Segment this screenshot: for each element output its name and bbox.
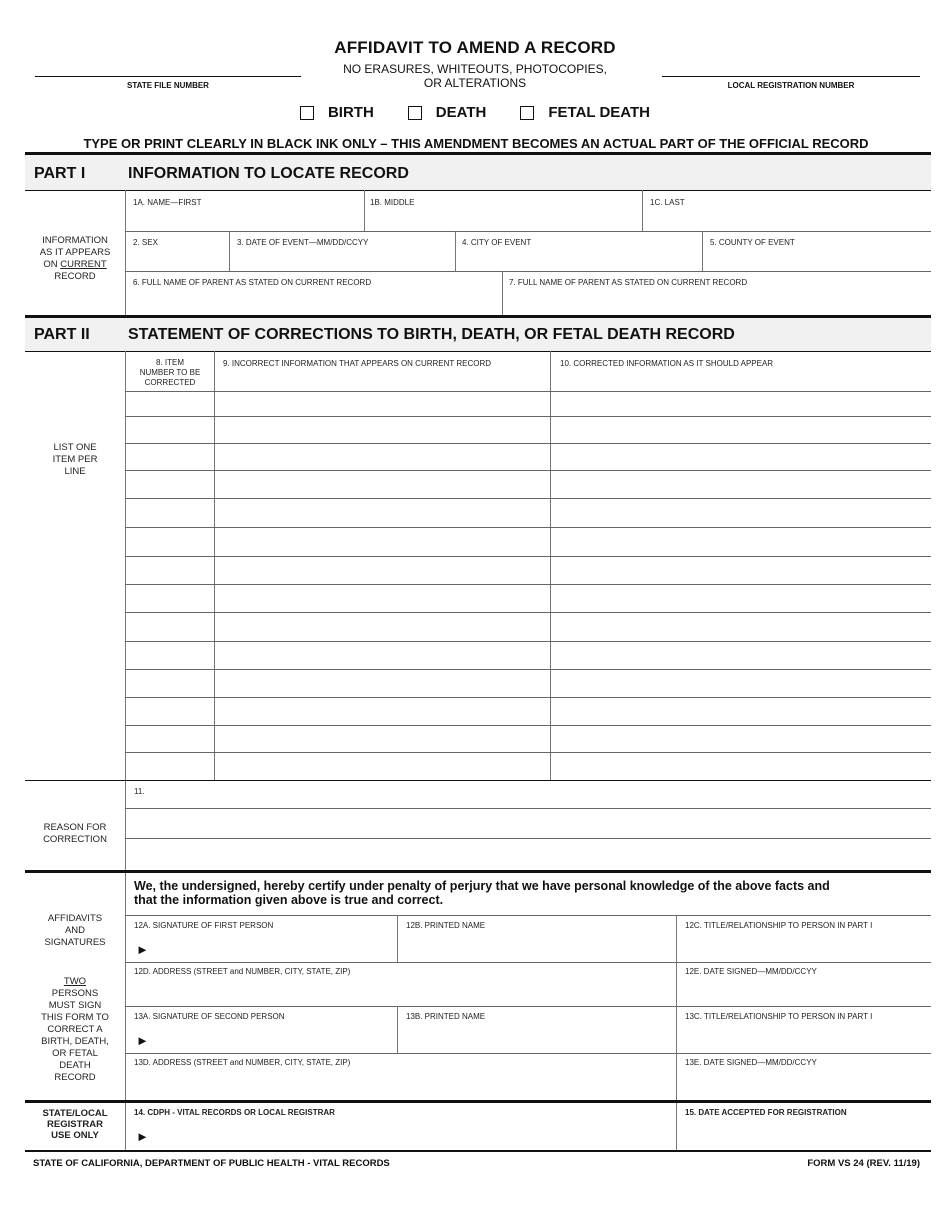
date-of-event-input[interactable] [233,250,451,270]
side-text [25,259,125,271]
city-of-event-input[interactable] [459,250,698,270]
field-13b-label: 13B. PRINTED NAME [406,1012,486,1021]
row-line [125,1053,931,1054]
divider [125,351,126,870]
row-line [125,391,931,392]
side-text-underlined: CURRENT [60,259,107,270]
address-1-input[interactable] [130,980,672,1004]
side-text: PERSONS [51,988,99,999]
side-text: BIRTH, DEATH, [41,1036,109,1047]
printed-name-1-input[interactable] [401,933,671,960]
row-line [125,1006,931,1007]
last-name-input[interactable] [646,210,928,230]
field-11-label: 11. [134,787,145,796]
divider [676,915,677,962]
certification-text: We, the undersigned, hereby certify under penalty of perjury that we have personal knowledge of the above facts and [134,879,830,893]
divider [642,190,643,231]
signature-2-input[interactable] [152,1026,392,1051]
sex-input[interactable] [130,250,225,270]
middle-name-input[interactable] [368,210,638,230]
certification-text: that the information given above is true and correct. [134,893,444,907]
local-registration-number-line[interactable] [662,76,920,77]
field-7-label: 7. FULL NAME OF PARENT AS STATED ON CURRENT RECORD [509,278,748,287]
form-title: AFFIDAVIT TO AMEND A RECORD [334,38,616,57]
side-text-underlined: TWO [63,976,87,987]
field-12a-label: 12A. SIGNATURE OF FIRST PERSON [134,921,274,930]
birth-checkbox[interactable] [300,106,314,120]
side-text: STATE/LOCAL [42,1108,108,1119]
state-file-number-label: STATE FILE NUMBER [127,81,209,90]
parent-2-name-input[interactable] [506,290,928,312]
local-registration-number-label: LOCAL REGISTRATION NUMBER [727,81,855,90]
divider [125,271,931,272]
title-relationship-2-input[interactable] [680,1024,928,1051]
part2-label: PART II [34,326,90,343]
divider [125,873,126,1100]
signature-1-input[interactable] [152,935,392,960]
corrections-table-inputs[interactable] [127,393,929,778]
part2-side-label [25,442,125,478]
col-9-header: 9. INCORRECT INFORMATION THAT APPEARS ON CURRENT RECORD [223,359,492,368]
side-text: AFFIDAVITS [47,913,103,924]
title-relationship-1-input[interactable] [680,933,928,960]
field-1c-label: 1C. LAST [650,198,685,207]
field-12e-label: 12E. DATE SIGNED—MM/DD/CCYY [685,967,817,976]
divider [25,870,931,873]
divider [25,190,931,191]
divider [25,1100,931,1103]
side-text: CORRECT A [47,1024,103,1035]
field-1a-label: 1A. NAME—FIRST [133,198,202,207]
signature-arrow-icon: ► [136,1033,149,1048]
part1-side-label [25,235,125,283]
field-5-label: 5. COUNTY OF EVENT [710,238,795,247]
col-8-header-text: CORRECTED [144,378,196,387]
field-2-label: 2. SEX [133,238,158,247]
field-14-label: 14. CDPH - VITAL RECORDS OR LOCAL REGISTRAR [134,1108,335,1117]
parent-1-name-input[interactable] [130,290,498,312]
death-label: DEATH [435,104,487,121]
part1-label: PART I [34,165,86,182]
divider [25,351,931,352]
subtitle-line-2: OR ALTERATIONS [423,76,527,90]
divider [676,1103,677,1150]
divider [125,190,126,315]
address-2-input[interactable] [130,1071,672,1098]
divider [125,1103,126,1150]
signature-arrow-icon: ► [136,942,149,957]
divider [676,1006,677,1053]
divider [229,231,230,271]
field-1b-label: 1B. MIDDLE [370,198,415,207]
col-8-header-text: NUMBER TO BE [139,368,201,377]
instruction-text: TYPE OR PRINT CLEARLY IN BLACK INK ONLY – THIS AMENDMENT BECOMES AN ACTUAL PART OF THE OFFICIAL RECORD [83,136,869,151]
side-text: USE ONLY [51,1130,99,1141]
subtitle-line-1: NO ERASURES, WHITEOUTS, PHOTOCOPIES, [343,62,607,76]
birth-label: BIRTH [327,104,374,121]
fetal-death-option[interactable] [520,104,650,121]
row-line [125,962,931,963]
death-checkbox[interactable] [408,106,422,120]
fetal-death-label: FETAL DEATH [548,104,651,121]
date-signed-2-input[interactable] [680,1071,928,1098]
affidavit-side-label [25,913,125,949]
birth-option[interactable] [300,104,374,121]
divider [455,231,456,271]
side-text: SIGNATURES [44,937,106,948]
side-text: LINE [64,466,86,477]
date-signed-1-input[interactable] [680,980,928,1004]
divider [702,231,703,271]
row-line [125,915,931,916]
field-15-label: 15. DATE ACCEPTED FOR REGISTRATION [685,1108,847,1117]
printed-name-2-input[interactable] [401,1024,671,1051]
side-text: LIST ONE [53,442,97,453]
side-text: ITEM PER [52,454,98,465]
field-13a-label: 13A. SIGNATURE OF SECOND PERSON [134,1012,285,1021]
two-persons-note [25,976,125,1084]
field-3-label: 3. DATE OF EVENT—MM/DD/CCYY [237,238,369,247]
part2-title: STATEMENT OF CORRECTIONS TO BIRTH, DEATH, OR FETAL DEATH RECORD [128,326,735,343]
registrar-signature-input[interactable] [152,1122,672,1148]
divider [502,271,503,315]
field-12b-label: 12B. PRINTED NAME [406,921,486,930]
field-13e-label: 13E. DATE SIGNED—MM/DD/CCYY [685,1058,817,1067]
divider [676,962,677,1006]
date-accepted-input[interactable] [680,1122,928,1148]
side-text: AND [64,925,86,936]
state-file-number-line[interactable] [35,76,301,77]
side-text: THIS FORM TO [41,1012,109,1023]
field-4-label: 4. CITY OF EVENT [462,238,532,247]
divider [125,231,931,232]
fetal-death-checkbox[interactable] [520,106,534,120]
side-text: REGISTRAR [47,1119,103,1130]
side-text: INFORMATION [42,235,108,246]
side-text: RECORD [54,1072,96,1083]
side-text: AS IT APPEARS [39,247,111,258]
death-option[interactable] [408,104,487,121]
divider [25,780,931,781]
certification-statement [134,879,924,907]
col-10-header: 10. CORRECTED INFORMATION AS IT SHOULD APPEAR [560,359,774,368]
field-13c-label: 13C. TITLE/RELATIONSHIP TO PERSON IN PART I [685,1012,873,1021]
col-8-header-text: 8. ITEM [155,358,184,367]
col-8-header [126,358,214,388]
field-12c-label: 12C. TITLE/RELATIONSHIP TO PERSON IN PART I [685,921,873,930]
side-text: CORRECTION [43,834,107,845]
field-6-label: 6. FULL NAME OF PARENT AS STATED ON CURRENT RECORD [133,278,372,287]
county-of-event-input[interactable] [706,250,928,270]
part1-title: INFORMATION TO LOCATE RECORD [128,165,409,182]
divider [397,1006,398,1053]
reason-side-label [25,822,125,846]
record-type-checkboxes [0,104,950,121]
divider [364,190,365,231]
side-text: OR FETAL [52,1048,98,1059]
side-text: DEATH [59,1060,91,1071]
registrar-side-label [25,1108,125,1141]
first-name-input[interactable] [130,210,360,230]
side-text: MUST SIGN [48,1000,102,1011]
side-text: RECORD [54,271,96,282]
field-13d-label: 13D. ADDRESS (STREET and NUMBER, CITY, STATE, ZIP) [134,1058,351,1067]
footer-agency: STATE OF CALIFORNIA, DEPARTMENT OF PUBLIC HEALTH - VITAL RECORDS [33,1158,390,1169]
side-text: REASON FOR [43,822,107,833]
reason-input[interactable] [127,795,929,868]
divider [397,915,398,962]
divider [676,1053,677,1100]
side-text: ON [43,259,61,270]
footer-form-number: FORM VS 24 (REV. 11/19) [807,1158,920,1169]
field-12d-label: 12D. ADDRESS (STREET and NUMBER, CITY, STATE, ZIP) [134,967,351,976]
divider [25,1150,931,1152]
signature-arrow-icon: ► [136,1129,149,1144]
